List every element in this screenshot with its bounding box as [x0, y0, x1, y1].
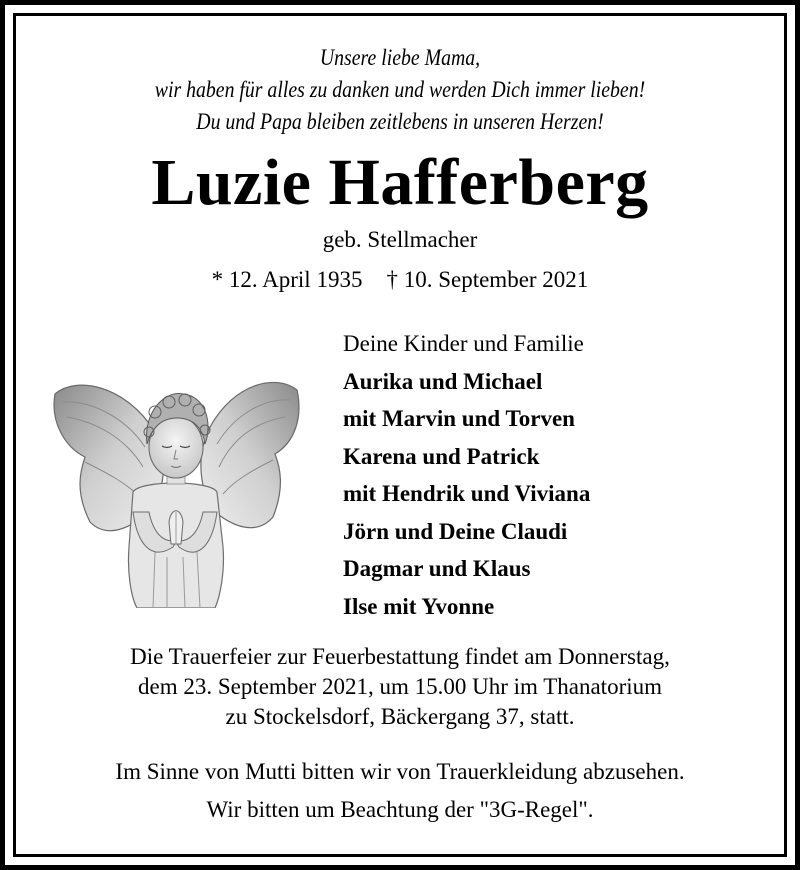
family-intro: Deine Kinder und Familie [343, 331, 584, 356]
family-member: Aurika und Michael [343, 368, 543, 394]
ceremony-line-1: Die Trauerfeier zur Feuerbestattung findet am Donnerstag, [130, 644, 670, 669]
note-3g-rule: Wir bitten um Beachtung der "3G-Regel". [206, 797, 594, 822]
family-member: mit Marvin und Torven [343, 406, 575, 431]
family-member: Ilse mit Yvonne [343, 593, 495, 619]
verse-line-1: Unsere liebe Mama, [319, 45, 481, 70]
family-list [343, 325, 763, 625]
ceremony-line-3: zu Stockelsdorf, Bäckergang 37, statt. [225, 704, 575, 729]
praying-angel-icon [45, 372, 307, 608]
maiden-name: geb. Stellmacher [322, 227, 478, 252]
verse-line-2: wir haben für alles zu danken und werden Dich immer lieben! [154, 77, 646, 102]
deceased-name: Luzie Hafferberg [151, 146, 649, 219]
family-member: Karena und Patrick [343, 443, 540, 469]
life-dates [0, 265, 800, 295]
family-member: Dagmar und Klaus [343, 556, 531, 581]
family-member: Jörn und Deine Claudi [343, 518, 568, 544]
birth-date: * 12. April 1935 [211, 267, 363, 292]
verse-line-3: Du und Papa bleiben zeitlebens in unseren Herzen! [196, 109, 604, 134]
death-date: † 10. September 2021 [386, 267, 589, 292]
family-member: mit Hendrik und Viviana [343, 481, 591, 506]
note-mourning-attire: Im Sinne von Mutti bitten wir von Trauerkleidung abzusehen. [115, 759, 685, 784]
ceremony-line-2: dem 23. September 2021, um 15.00 Uhr im Thanatorium [137, 674, 663, 699]
